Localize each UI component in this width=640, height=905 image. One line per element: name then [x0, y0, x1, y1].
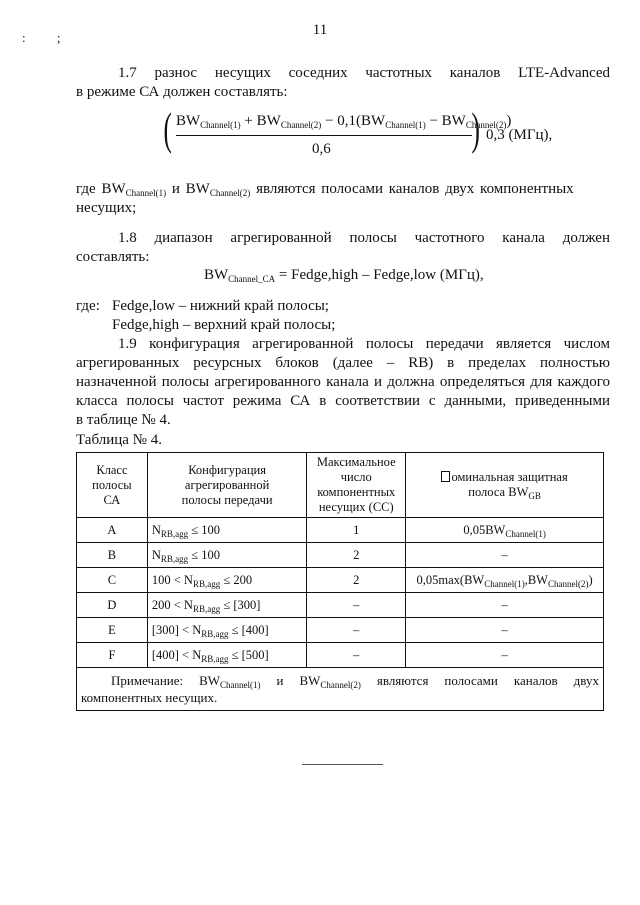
cell-max-cc: – — [307, 593, 406, 618]
table-row — [77, 618, 604, 643]
cell-guard: – — [406, 593, 604, 618]
p18-line1: 1.8 диапазон агрегированной полосы частотного канала должен — [118, 230, 610, 246]
table-row — [77, 518, 604, 543]
header-config: Конфигурация агрегированной полосы передачи — [147, 453, 306, 518]
table-note-row — [77, 668, 604, 711]
cell-max-cc: 1 — [307, 518, 406, 543]
cell-config: $100 < N_{RB,agg} \le 200$ — [147, 568, 306, 593]
ca-band-class-table — [76, 452, 604, 711]
p17-where-line2: несущих; — [76, 200, 137, 216]
cell-class: E — [77, 618, 148, 643]
formula-denominator: 0,6 — [312, 141, 331, 157]
corner-marks: : ; — [22, 30, 75, 45]
cell-max-cc: – — [307, 618, 406, 643]
cell-max-cc: – — [307, 643, 406, 668]
where-item-high: Fedge,high – верхний край полосы; — [112, 317, 336, 333]
missing-glyph-icon — [441, 471, 450, 482]
where-label: где: — [76, 298, 100, 314]
p19-line4: класса полосы частот режима СА в соответствии с данными, приведенными — [76, 393, 610, 409]
header-guard-band: оминальная защитная полоса $BW_{GB}$ — [406, 453, 604, 518]
fraction-bar — [176, 135, 472, 136]
p19-line2: агрегированных ресурсных блоков (далее – RB) в пределах полностью — [76, 355, 610, 371]
table-header-row — [77, 453, 604, 518]
cell-guard: – — [406, 643, 604, 668]
cell-config: $N_{RB,agg} \le 100$ — [147, 518, 306, 543]
header-max-cc: Максимальное число компонентных несущих (СС) — [307, 453, 406, 518]
p18-line2: составлять: — [76, 249, 150, 265]
formula-channel-ca: $BW_{Channel\_CA}$ = Fedge,high – Fedge,low (МГц), — [204, 267, 484, 284]
cell-class: D — [77, 593, 148, 618]
formula-factor: 0,3 (МГц), — [486, 127, 553, 143]
cell-max-cc: 2 — [307, 568, 406, 593]
table-row — [77, 643, 604, 668]
p17-line2: в режиме СА должен составлять: — [76, 84, 288, 100]
cell-guard: $0,05BW_{Channel(1)}$ — [406, 518, 604, 543]
cell-max-cc: 2 — [307, 543, 406, 568]
cell-class: B — [77, 543, 148, 568]
p19-line3: назначенной полосы агрегированного канала и должна определяться для каждого — [76, 374, 610, 390]
cell-guard: – — [406, 543, 604, 568]
header-class: Класс полосы СА — [77, 453, 148, 518]
cell-config: $[400] < N_{RB,agg} \le [500]$ — [147, 643, 306, 668]
formula-carrier-spacing: ( $BW_{Channel(1)} + BW_{Channel(2)} - 0,1(BW_{Channel(1)} - BW_{Channel(2)})$ 0,6 ) 0,3 (МГц), — [163, 103, 553, 157]
p17-where-line1: где $BW_{Channel(1)}$ и $BW_{Channel(2)}$ являются полосами каналов двух компонентных — [76, 181, 574, 198]
table-note: Примечание: $BW_{Channel(1)}$ и $BW_{Channel(2)}$ являются полосами каналов двух компонентных несущих. — [77, 668, 604, 711]
page-number: 11 — [312, 22, 328, 38]
p19-line5: в таблице № 4. — [76, 412, 171, 428]
p17-line1: 1.7 разнос несущих соседних частотных каналов LTE-Advanced — [118, 65, 610, 81]
cell-class: C — [77, 568, 148, 593]
cell-config: $[300] < N_{RB,agg} \le [400]$ — [147, 618, 306, 643]
table-caption: Таблица № 4. — [76, 432, 162, 448]
cell-config: $200 < N_{RB,agg} \le [300]$ — [147, 593, 306, 618]
table-row — [77, 543, 604, 568]
footnote-separator — [302, 764, 383, 765]
cell-guard: $0,05\max(BW_{Channel(1)},BW_{Channel(2)})$ — [406, 568, 604, 593]
cell-guard: – — [406, 618, 604, 643]
cell-class: A — [77, 518, 148, 543]
cell-config: $N_{RB,agg} \le 100$ — [147, 543, 306, 568]
cell-class: F — [77, 643, 148, 668]
table-row — [77, 593, 604, 618]
where-item-low: Fedge,low – нижний край полосы; — [112, 298, 329, 314]
p19-line1: 1.9 конфигурация агрегированной полосы передачи является числом — [118, 336, 610, 352]
table-row — [77, 568, 604, 593]
